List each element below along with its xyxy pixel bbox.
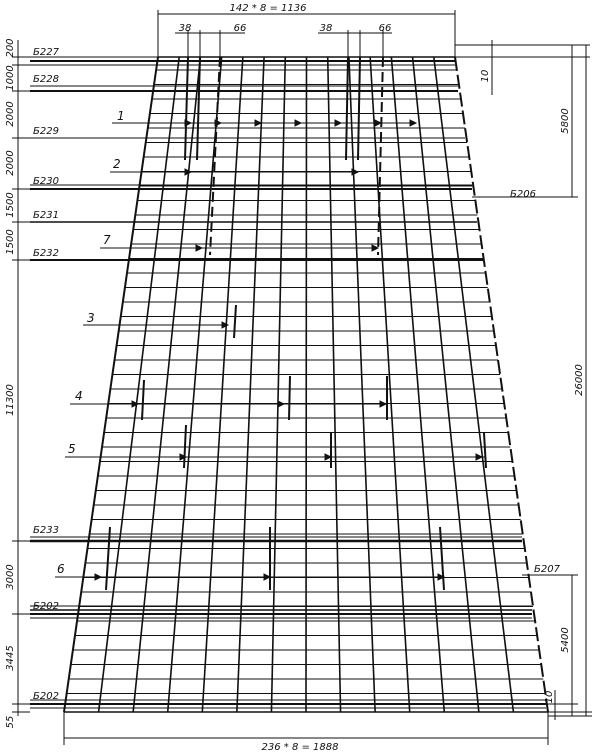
top-spacing-a: 38 — [178, 23, 192, 34]
bar-label-b233: Б233 — [33, 525, 59, 536]
callout-2: 2 — [113, 157, 121, 171]
right-dim-26000: 26000 — [574, 364, 585, 396]
left-dim-1000: 1000 — [5, 65, 16, 91]
left-dim-3000: 3000 — [5, 564, 16, 590]
callouts — [57, 109, 125, 576]
right-dim-5800: 5800 — [560, 108, 571, 134]
rebar-segments — [106, 57, 486, 590]
bar-label-b206: Б206 — [510, 189, 536, 200]
right-dim-5400: 5400 — [560, 627, 571, 653]
callout-4: 4 — [75, 389, 83, 403]
callout-6: 6 — [57, 562, 65, 576]
right-dim-10-bottom: 10 — [544, 690, 555, 704]
left-dim-55: 55 — [5, 715, 16, 729]
bar-label-b228: Б228 — [33, 74, 59, 85]
top-width-label: 142 * 8 = 1136 — [229, 3, 307, 14]
top-spacing-c: 38 — [319, 23, 333, 34]
bar-label-b207: Б207 — [534, 564, 560, 575]
bar-label-b232: Б232 — [33, 248, 59, 259]
left-dim-labels — [5, 38, 16, 728]
bottom-width-label: 236 * 8 = 1888 — [261, 742, 339, 753]
callout-1: 1 — [117, 109, 125, 123]
callout-7: 7 — [103, 233, 111, 247]
bar-label-b229: Б229 — [33, 126, 59, 137]
bar-label-b231: Б231 — [33, 210, 59, 221]
callout-3: 3 — [87, 311, 95, 325]
left-dim-200: 200 — [5, 38, 16, 58]
top-spacing-d: 66 — [378, 23, 392, 34]
bar-label-b202-a: Б202 — [33, 601, 59, 612]
left-dim-1500-b: 1500 — [5, 229, 16, 255]
left-dim-2000-a: 2000 — [5, 101, 16, 127]
left-dim-1500-a: 1500 — [5, 192, 16, 218]
bottom-dimension — [64, 712, 548, 745]
top-spacing-b: 66 — [233, 23, 247, 34]
left-dimension-chain — [12, 40, 30, 716]
callout-5: 5 — [68, 442, 76, 456]
right-dim-10-top: 10 — [480, 69, 491, 83]
left-dim-3445: 3445 — [5, 645, 16, 671]
top-dimension — [158, 10, 455, 57]
bar-label-b230: Б230 — [33, 176, 59, 187]
left-dim-2000-b: 2000 — [5, 150, 16, 176]
bar-label-b227: Б227 — [33, 47, 59, 58]
bar-label-b202-b: Б202 — [33, 691, 59, 702]
left-dim-11300: 11300 — [5, 384, 16, 416]
